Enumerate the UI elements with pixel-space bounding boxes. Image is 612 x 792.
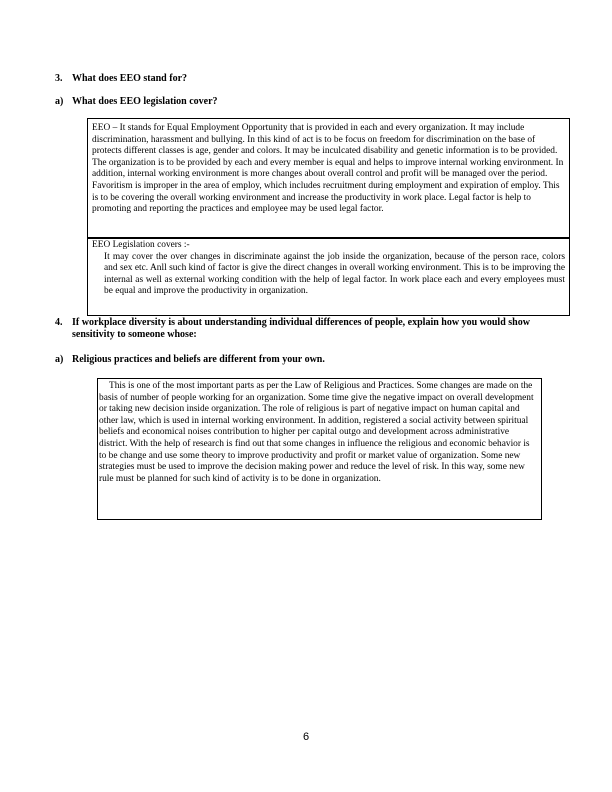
question-4-title: If workplace diversity is about understanding individual differences of people, explain how you would show sensitivity to someone whose:	[72, 317, 530, 340]
answer-legislation-text: It may cover the over changes in discriminate against the job inside the organization, because of the person race, colors and sex etc. Anll such kind of factor is give the direct changes in overall working environment. This is to be improving the internal as well as external working condition with the help of legal factor. In work place each and every employees must be equal and improve the productivity in organization.	[104, 251, 565, 297]
answer-legislation-heading: EEO Legislation covers :-	[92, 240, 190, 250]
question-4a-number: a)	[55, 354, 64, 365]
question-4a-title: Religious practices and beliefs are different from your own.	[72, 354, 325, 365]
answer-box-religious	[97, 378, 542, 520]
question-4-heading	[55, 317, 555, 341]
question-3a-heading	[55, 96, 555, 108]
answer-eeo-text: EEO – It stands for Equal Employment Opportunity that is provided in each and every organization. It may include discrimination, harassment and bullying. In this kind of act is to be focus on freedom for discrimination on the base of protects different classes is age, gender and colors. It may be inculcated disability and genetic information is to be provided. The organization is to be provided by each and every member is equal and helps to improve internal working environment. In addition, internal working environment is more changes about overall control and profit will be managed over the period. Favoritism is improper in the area of employ, which includes recruitment during employment and expiration of employ. This is to be covering the overall working environment and increase the productivity in work place. Legal factor is help to promoting and reporting the practices and employee may be used legal factor.	[92, 123, 564, 215]
question-3-number: 3.	[55, 73, 63, 84]
answer-religious-text: This is one of the most important parts as per the Law of Religious and Practices. Some changes are made on the basis of number of people working for an organization. Some time give the negative impact on overall development or taking new decision inside organization. The role of religious is part of negative impact on human capital and other law, which is used in internal working environment. In addition, registered a social activity between spiritual beliefs and economical noises contribution to higher per capital outgo and development across administrative district. With the help of research is find out that some changes in influence the religious and economic behavior is to be change and use some theory to improve productivity and profit or market value of organization. Some new strategies must be used to improve the decision making power and reduce the level of risk. In this way, some new rule must be planned for such kind of activity is to be done in organization.	[99, 381, 534, 484]
question-4-number: 4.	[55, 317, 63, 328]
question-4a-heading	[55, 354, 555, 366]
question-3-heading	[55, 73, 555, 85]
page-number: 6	[302, 731, 310, 743]
question-3a-title: What does EEO legislation cover?	[72, 96, 218, 107]
answer-box-legislation	[87, 238, 570, 316]
answer-box-eeo	[87, 118, 570, 238]
question-3a-number: a)	[55, 96, 64, 107]
question-3-title: What does EEO stand for?	[72, 73, 188, 84]
